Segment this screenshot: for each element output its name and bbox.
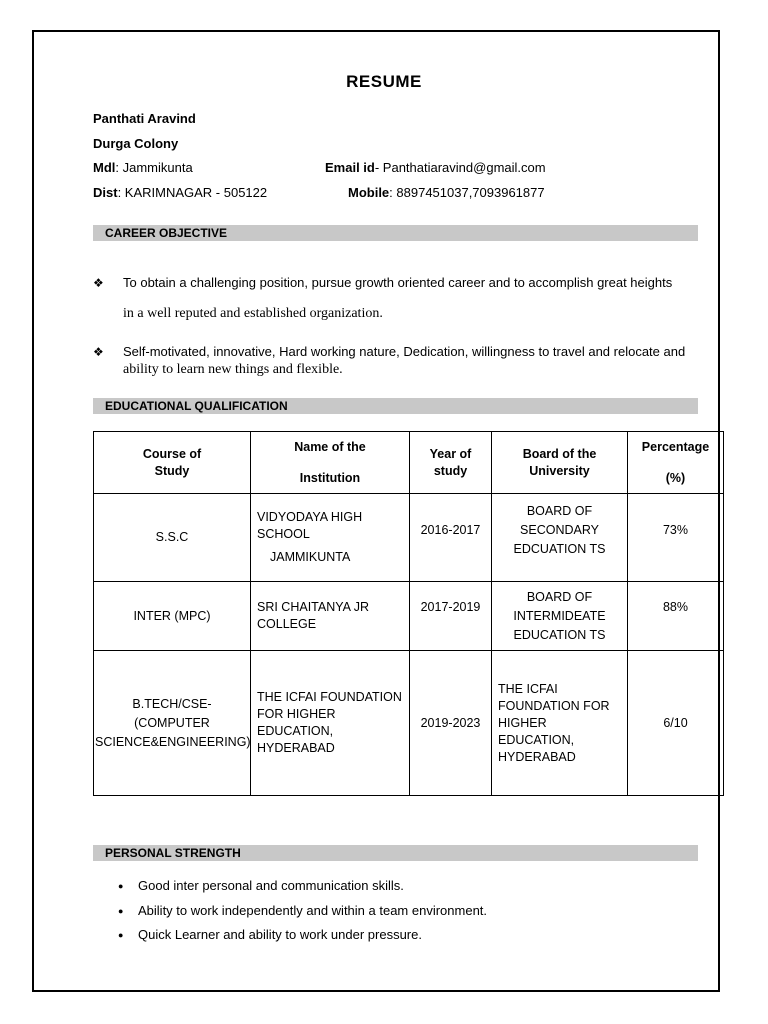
row-percentage: 88%: [628, 582, 724, 651]
row-board: BOARD OF SECONDARY EDCUATION TS: [492, 494, 628, 582]
bullet-dot-icon: ●: [118, 881, 124, 891]
mobile-label: Mobile: [348, 185, 390, 200]
header-board: Board of the University: [492, 432, 628, 494]
table-row: [94, 582, 724, 651]
row-percentage: 6/10: [628, 651, 724, 796]
strength-text: Good inter personal and communication skills.: [138, 878, 404, 893]
diamond-bullet-icon: ❖: [93, 276, 104, 290]
mandal-label: Mdl: [93, 160, 116, 175]
mobile-value: : 8897451037,7093961877: [389, 185, 545, 200]
table-row: [94, 651, 724, 796]
district-value: : KARIMNAGAR - 505122: [117, 185, 268, 200]
row-course: S.S.C: [94, 494, 251, 582]
address-district: [93, 185, 267, 200]
section-educational-qualification: EDUCATIONAL QUALIFICATION: [93, 398, 698, 414]
strength-text: Quick Learner and ability to work under pressure.: [138, 927, 422, 942]
bullet-dot-icon: ●: [118, 930, 124, 940]
district-label: Dist: [93, 185, 118, 200]
mobile-line: [348, 185, 545, 200]
section-career-objective: CAREER OBJECTIVE: [93, 225, 698, 241]
bullet-dot-icon: ●: [118, 905, 124, 916]
section-personal-strength: PERSONAL STRENGTH: [93, 845, 698, 861]
row-year: 2017-2019: [410, 582, 492, 651]
row-percentage: 73%: [628, 494, 724, 582]
diamond-bullet-icon: ❖: [93, 345, 104, 359]
row-institution: VIDYODAYA HIGH SCHOOL JAMMIKUNTA: [251, 494, 410, 582]
row-institution: SRI CHAITANYA JR COLLEGE: [251, 582, 410, 651]
career-item-1-line-2: in a well reputed and established organization.: [123, 306, 383, 321]
career-item-2-line-1: Self-motivated, innovative, Hard working nature, Dedication, willingness to travel and relocate and: [123, 344, 686, 359]
candidate-name: Panthati Aravind: [93, 111, 196, 126]
row-course: INTER (MPC): [94, 582, 251, 651]
address-mandal: [93, 160, 193, 175]
career-item-1: [93, 274, 698, 324]
row-board: BOARD OF INTERMIDEATE EDUCATION TS: [492, 582, 628, 651]
career-item-2-line-2: ability to learn new things and flexible.: [123, 362, 343, 377]
header-course: Course of Study: [94, 432, 251, 494]
email-label: Email id: [325, 160, 375, 175]
row-board: THE ICFAI FOUNDATION FOR HIGHER EDUCATION, HYDERABAD: [492, 651, 628, 796]
header-year: Year of study: [410, 432, 492, 494]
header-percentage: Percentage (%): [628, 432, 724, 494]
row-year: 2019-2023: [410, 651, 492, 796]
row-institution: THE ICFAI FOUNDATION FOR HIGHER EDUCATION, HYDERABAD: [251, 651, 410, 796]
email-line: [325, 160, 546, 175]
education-table: [93, 431, 724, 796]
mandal-value: : Jammikunta: [115, 160, 193, 175]
row-course: B.TECH/CSE- (COMPUTER SCIENCE&ENGINEERING): [94, 651, 251, 796]
strength-text: Ability to work independently and within a team environment.: [138, 902, 488, 918]
address-colony: Durga Colony: [93, 136, 179, 151]
career-item-1-line-1: To obtain a challenging position, pursue growth oriented career and to accomplish great heights: [123, 275, 673, 290]
header-institution: Name of the Institution: [251, 432, 410, 494]
table-header-row: [94, 432, 724, 494]
table-row: [94, 494, 724, 582]
career-item-2: [93, 343, 698, 381]
resume-title: RESUME: [346, 72, 422, 91]
email-value: - Panthatiaravind@gmail.com: [374, 160, 546, 175]
row-year: 2016-2017: [410, 494, 492, 582]
